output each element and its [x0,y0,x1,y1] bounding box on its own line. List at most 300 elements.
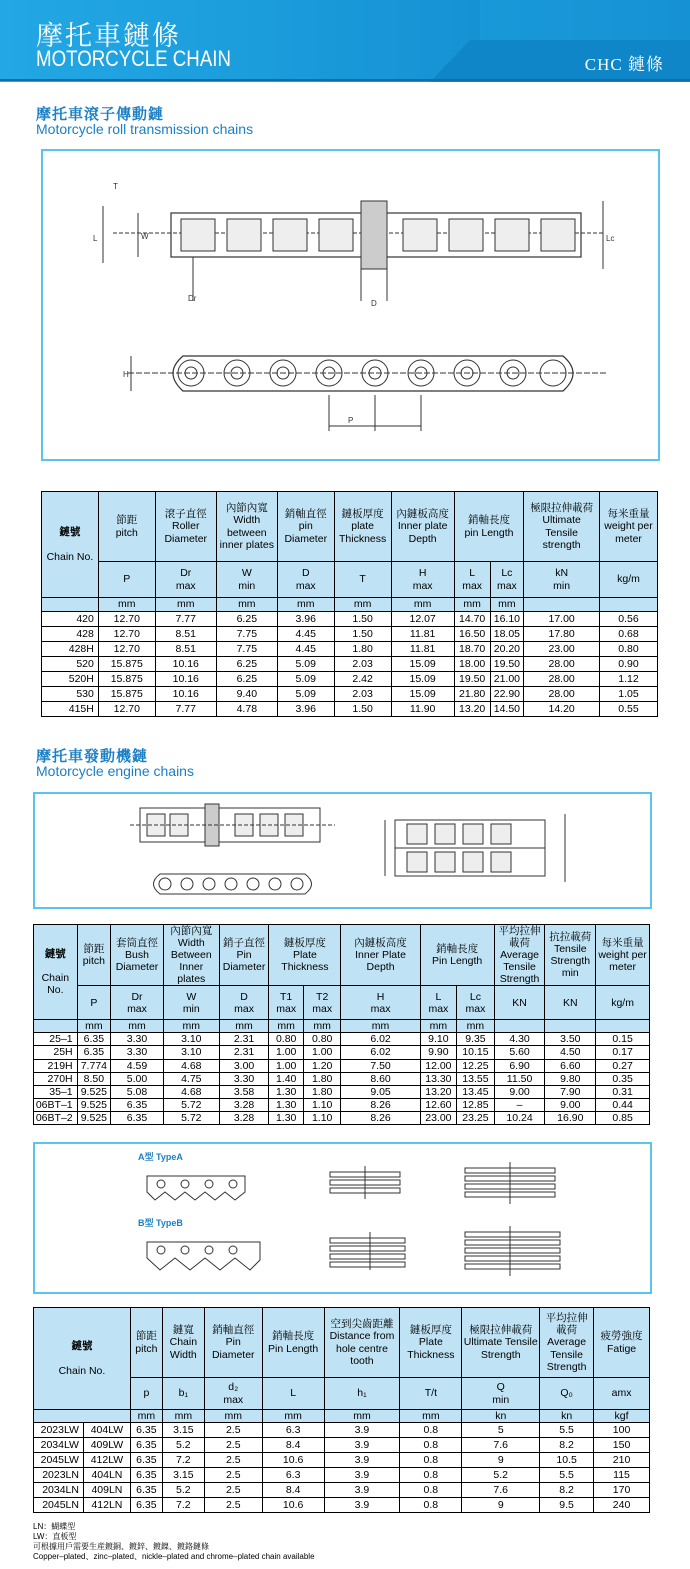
t1-cell: 28.00 [524,657,600,672]
t1-cell: 1.50 [334,627,391,642]
t3-cell: 7.6 [462,1483,540,1498]
dim-label-t: T [113,182,118,191]
engine-chain-table [33,924,650,1125]
t3-cell: 9.5 [540,1498,594,1513]
dim-label-h: H [123,370,129,379]
t3-cell: 2034LW [34,1438,84,1453]
section2-title-en: Motorcycle engine chains [36,763,194,779]
t3-head-plate: 鏈板厚度 Plate Thickness [400,1308,462,1378]
t3-head-distance: 空到尖齒距離 Distance from hole centre tooth [324,1308,400,1378]
t2-head-length: 銷軸長度 Pin Length [420,925,494,986]
t3-head-fatigue: 疲勞強度 Fatige [594,1308,650,1378]
t3-cell: 2.5 [204,1423,262,1438]
t3-cell: 6.35 [130,1483,162,1498]
t1-cell: 4.78 [216,702,277,717]
t2-head-bush: 套筒直徑 Bush Diameter [111,925,164,986]
t2-cell: 8.50 [77,1072,110,1085]
t2-cell: 3.50 [545,1033,596,1046]
t3-head-pin: 銷軸直徑 Pin Diameter [204,1308,262,1378]
t3-cell: 6.35 [130,1423,162,1438]
t2-sym-lc: Lc max [457,986,495,1020]
t2-cell: 6.02 [341,1033,420,1046]
t1-head-pitch: 節距 pitch [98,492,155,562]
t1-cell: 1.12 [600,672,658,687]
t1-cell: 8.51 [155,642,216,657]
t1-cell: 19.50 [490,657,524,672]
t2-cell: 5.72 [163,1098,219,1111]
t2-cell: 13.45 [457,1085,495,1098]
t3-units-row [34,1410,650,1423]
t1-cell: 10.16 [155,657,216,672]
t3-cell: 0.8 [400,1468,462,1483]
t1-cell: 428H [42,642,99,657]
t2-row [34,1046,650,1059]
t1-cell: 0.56 [600,612,658,627]
t2-cell: 25H [34,1046,78,1059]
t1-cell: 15.875 [98,657,155,672]
t3-unit: mm [162,1410,204,1423]
t2-cell: 1.10 [303,1111,341,1124]
roller-chain-diagram [41,149,660,461]
t2-cell: 2.31 [219,1046,269,1059]
dim-label-dr: Dr [188,294,197,303]
t3-cell: 8.2 [540,1483,594,1498]
t2-cell: 3.10 [163,1033,219,1046]
note-lw: LW：直板型 [33,1532,77,1541]
type-b-label: B型 TypeB [138,1218,183,1228]
t1-cell: 1.80 [334,642,391,657]
t3-cell: 412LN [83,1498,130,1513]
t2-cell: 4.59 [111,1059,164,1072]
silent-chain-table [33,1307,650,1513]
t1-row [42,612,658,627]
t1-cell: 0.55 [600,702,658,717]
t2-cell: 12.25 [457,1059,495,1072]
roller-chain-drawing [43,151,658,459]
t3-cell: 5.5 [540,1423,594,1438]
t1-cell: 420 [42,612,99,627]
t3-cell: 2.5 [204,1453,262,1468]
t3-cell: 6.3 [262,1423,324,1438]
t2-cell: 1.80 [303,1085,341,1098]
t2-cell: 3.58 [219,1085,269,1098]
t2-head-pitch: 節距 pitch [77,925,110,986]
t1-head-length: 銷軸長度 pin Length [454,492,523,562]
t2-row [34,1033,650,1046]
t2-sym-dr: Dr max [111,986,164,1020]
t2-cell: 9.525 [77,1098,110,1111]
t1-unit: mm [98,598,155,612]
t2-cell: 7.50 [341,1059,420,1072]
t2-row [34,1072,650,1085]
t2-head-plate: 鏈板厚度 Plate Thickness [269,925,341,986]
t1-head-tensile: 極限拉伸載荷 Ultimate Tensile strength [524,492,600,562]
t1-cell: 11.81 [391,627,454,642]
t1-cell: 6.25 [216,612,277,627]
dim-label-l: L [93,234,98,243]
t1-cell: 12.70 [98,642,155,657]
section2-title-zh: 摩托車發動機鏈 [36,747,149,765]
t2-sym-t1: T1 max [269,986,304,1020]
header-title-zh: 摩托車鏈條 [36,21,181,52]
t1-cell: 15.875 [98,672,155,687]
t1-cell: 14.50 [490,702,524,717]
t1-sym-t: T [334,562,391,598]
t3-cell: 7.6 [462,1438,540,1453]
t1-row [42,627,658,642]
t1-cell: 6.25 [216,657,277,672]
t3-cell: 5.5 [540,1468,594,1483]
t3-head-avg: 平均拉伸載荷 Average Tensile Strength [540,1308,594,1378]
t3-sym-b1: b₁ [162,1378,204,1410]
t1-row [42,642,658,657]
t2-cell: 4.30 [494,1033,545,1046]
t2-cell: 4.50 [545,1046,596,1059]
t3-cell: 10.6 [262,1453,324,1468]
t1-cell: 1.50 [334,612,391,627]
t3-cell: 5.2 [462,1468,540,1483]
t2-cell: 3.30 [111,1033,164,1046]
t1-sym-kn: kN min [524,562,600,598]
t1-unit: mm [277,598,334,612]
t3-row [34,1498,650,1513]
t1-sym-w: W min [216,562,277,598]
t1-cell: 13.20 [454,702,490,717]
t2-cell: 4.68 [163,1059,219,1072]
section1-title-en: Motorcycle roll transmission chains [36,121,254,137]
t3-cell: 6.3 [262,1468,324,1483]
t2-sym-l: L max [420,986,457,1020]
t2-head-chain: 鏈號 Chain No. [34,925,78,1020]
t2-cell: 10.24 [494,1111,545,1124]
t2-cell: 1.10 [303,1098,341,1111]
t1-cell: 15.09 [391,657,454,672]
t1-cell: 415H [42,702,99,717]
roller-chain-table [41,491,658,717]
t1-cell: 15.875 [98,687,155,702]
t2-cell: 9.00 [545,1098,596,1111]
t2-cell: 270H [34,1072,78,1085]
t1-cell: 0.68 [600,627,658,642]
t1-head-depth: 內鏈板高度 Inner plate Depth [391,492,454,562]
t3-cell: 404LN [83,1468,130,1483]
t1-cell: 11.90 [391,702,454,717]
t3-unit: mm [324,1410,400,1423]
t2-cell: 9.525 [77,1085,110,1098]
t3-head-length: 銷軸長度 Pin Length [262,1308,324,1378]
t3-cell: 2.5 [204,1483,262,1498]
t1-row [42,672,658,687]
t1-sym-lc: Lc max [490,562,524,598]
t1-cell: 18.00 [454,657,490,672]
t2-head-depth: 內鏈板高度 Inner Plate Depth [341,925,420,986]
t3-cell: 2.5 [204,1438,262,1453]
t1-sym-dr: Dr max [155,562,216,598]
t3-cell: 3.9 [324,1483,400,1498]
t3-row [34,1423,650,1438]
t3-cell: 404LW [83,1423,130,1438]
t1-unit: mm [216,598,277,612]
t3-head-chain: 鏈號 Chain No. [34,1308,131,1410]
t1-cell: 7.75 [216,627,277,642]
t2-cell: 6.35 [111,1098,164,1111]
page-header [0,0,690,82]
t3-cell: 6.35 [130,1468,162,1483]
t3-cell: 3.9 [324,1453,400,1468]
t2-cell: 0.27 [596,1059,650,1072]
t2-units-row [34,1020,650,1033]
t2-cell: 9.35 [457,1033,495,1046]
t1-units-row [42,598,658,612]
t3-cell: 2045LW [34,1453,84,1468]
t1-cell: 21.00 [490,672,524,687]
t2-sym-d: D max [219,986,269,1020]
t3-sym-amx: amx [594,1378,650,1410]
t1-unit: mm [391,598,454,612]
t2-row [34,1085,650,1098]
t2-sym-p: P [77,986,110,1020]
t1-cell: 520 [42,657,99,672]
t3-cell: 3.15 [162,1423,204,1438]
t2-cell: 6.35 [77,1033,110,1046]
t1-head-roller: 滾子直徑 Roller Diameter [155,492,216,562]
t2-cell: 6.02 [341,1046,420,1059]
t1-cell: 11.81 [391,642,454,657]
t3-cell: 3.9 [324,1498,400,1513]
t2-cell: 2.31 [219,1033,269,1046]
t1-cell: 7.75 [216,642,277,657]
t2-cell: 0.85 [596,1111,650,1124]
t1-cell: 15.09 [391,672,454,687]
t1-cell: 14.70 [454,612,490,627]
t3-cell: 8.4 [262,1483,324,1498]
t2-unit: mm [420,1020,457,1033]
t1-row [42,687,658,702]
t3-cell: 210 [594,1453,650,1468]
t3-row [34,1483,650,1498]
t2-row [34,1098,650,1111]
t1-sym-h: H max [391,562,454,598]
t3-cell: 5 [462,1423,540,1438]
t1-cell: 17.80 [524,627,600,642]
header-brand: CHC 鏈條 [584,55,664,74]
t3-unit: mm [130,1410,162,1423]
t2-cell: 5.60 [494,1046,545,1059]
t2-cell: 1.20 [303,1059,341,1072]
t3-head-tensile: 極限拉伸載荷 Ultimate Tensile Strength [462,1308,540,1378]
t1-row [42,702,658,717]
t1-cell: 7.77 [155,702,216,717]
t2-cell: 9.80 [545,1072,596,1085]
t1-sym-p: P [98,562,155,598]
t2-cell: 13.30 [420,1072,457,1085]
t3-cell: 8.4 [262,1438,324,1453]
t3-cell: 2045LN [34,1498,84,1513]
t2-row [34,1059,650,1072]
t2-unit: mm [219,1020,269,1033]
t3-sym-h1: h₁ [324,1378,400,1410]
t1-cell: 17.00 [524,612,600,627]
t2-head-avg: 平均拉伸載荷 Average Tensile Strength [494,925,545,986]
t2-cell: 13.20 [420,1085,457,1098]
t3-cell: 3.9 [324,1468,400,1483]
t2-head-tensile: 抗拉載荷 Tensile Strength min [545,925,596,986]
t2-cell: – [494,1098,545,1111]
t2-cell: 1.00 [269,1046,304,1059]
t2-cell: 3.30 [111,1046,164,1059]
t3-cell: 9 [462,1453,540,1468]
t1-cell: 18.05 [490,627,524,642]
t1-cell: 6.25 [216,672,277,687]
t1-cell: 10.16 [155,672,216,687]
t2-cell: 10.15 [457,1046,495,1059]
t1-cell: 428 [42,627,99,642]
engine-chain-drawing [35,794,650,907]
t2-cell: 12.00 [420,1059,457,1072]
t2-unit: mm [457,1020,495,1033]
t2-cell: 3.28 [219,1098,269,1111]
t3-cell: 170 [594,1483,650,1498]
t1-head-pin: 銷軸直徑 pin Diameter [277,492,334,562]
t1-cell: 2.03 [334,687,391,702]
footnotes [33,1522,315,1562]
t1-cell: 28.00 [524,687,600,702]
t2-cell: 1.00 [303,1046,341,1059]
t2-cell: 5.00 [111,1072,164,1085]
t2-cell: 0.80 [303,1033,341,1046]
t3-cell: 2023LW [34,1423,84,1438]
t3-cell: 6.35 [130,1453,162,1468]
t3-cell: 6.35 [130,1498,162,1513]
t2-head-pin: 銷子直徑 Pin Diameter [219,925,269,986]
t1-cell: 3.96 [277,612,334,627]
t3-cell: 9 [462,1498,540,1513]
t3-cell: 2.5 [204,1498,262,1513]
t3-sym-d2: d₂ max [204,1378,262,1410]
t1-cell: 10.16 [155,687,216,702]
t1-cell: 2.03 [334,657,391,672]
t3-row [34,1468,650,1483]
t2-cell: 6.35 [111,1111,164,1124]
t1-cell: 18.70 [454,642,490,657]
dim-label-lc: Lc [606,234,615,243]
t3-cell: 7.2 [162,1498,204,1513]
t3-sym-t: T/t [400,1378,462,1410]
t2-cell: 9.10 [420,1033,457,1046]
t2-row [34,1111,650,1124]
t3-sym-l: L [262,1378,324,1410]
t2-cell: 6.90 [494,1059,545,1072]
t2-cell: 06BT–1 [34,1098,78,1111]
t1-cell: 5.09 [277,687,334,702]
t2-sym-kn1: KN [494,986,545,1020]
dim-label-d: D [371,299,377,308]
t1-cell: 9.40 [216,687,277,702]
t3-cell: 0.8 [400,1483,462,1498]
t1-cell: 16.50 [454,627,490,642]
t3-cell: 3.9 [324,1423,400,1438]
t3-cell: 0.8 [400,1498,462,1513]
t2-sym-kn2: KN [545,986,596,1020]
t2-cell: 4.68 [163,1085,219,1098]
dim-label-p: P [348,416,354,425]
t2-cell: 23.00 [420,1111,457,1124]
t3-unit: kn [540,1410,594,1423]
t2-cell: 8.60 [341,1072,420,1085]
t3-unit: mm [400,1410,462,1423]
t3-cell: 3.15 [162,1468,204,1483]
t3-cell: 6.35 [130,1438,162,1453]
t2-cell: 3.30 [219,1072,269,1085]
t3-row [34,1438,650,1453]
engine-chain-diagram [33,792,652,909]
t1-cell: 1.05 [600,687,658,702]
t2-unit: mm [111,1020,164,1033]
t1-unit: mm [454,598,490,612]
t1-cell: 7.77 [155,612,216,627]
t1-cell: 16.10 [490,612,524,627]
t2-sym-kg: kg/m [596,986,650,1020]
t2-cell: 16.90 [545,1111,596,1124]
t2-cell: 6.35 [77,1046,110,1059]
t1-sym-d: D max [277,562,334,598]
t3-sym-q0: Q₀ [540,1378,594,1410]
t1-cell: 19.50 [454,672,490,687]
t2-cell: 06BT–2 [34,1111,78,1124]
t3-sym-p: p [130,1378,162,1410]
t3-head-width: 鏈寬 Chain Width [162,1308,204,1378]
t1-cell: 20.20 [490,642,524,657]
t2-cell: 5.08 [111,1085,164,1098]
t1-sym-l: L max [454,562,490,598]
t3-cell: 10.6 [262,1498,324,1513]
silent-chain-drawing [35,1144,650,1292]
t3-cell: 115 [594,1468,650,1483]
t2-cell: 9.00 [494,1085,545,1098]
t1-cell: 530 [42,687,99,702]
t3-cell: 2.5 [204,1468,262,1483]
t1-cell: 23.00 [524,642,600,657]
t3-cell: 0.8 [400,1453,462,1468]
t2-cell: 23.25 [457,1111,495,1124]
t1-cell: 5.09 [277,672,334,687]
t3-cell: 3.9 [324,1438,400,1453]
t1-sym-kg: kg/m [600,562,658,598]
t1-cell: 0.80 [600,642,658,657]
t1-cell: 0.90 [600,657,658,672]
t3-head-pitch: 節距 pitch [130,1308,162,1378]
t3-cell: 5.2 [162,1483,204,1498]
t1-cell: 8.51 [155,627,216,642]
t1-head-weight: 每米重量 weight per meter [600,492,658,562]
silent-chain-diagram [33,1142,652,1294]
t2-cell: 1.40 [269,1072,304,1085]
t2-cell: 9.525 [77,1111,110,1124]
t2-cell: 9.05 [341,1085,420,1098]
t2-cell: 4.75 [163,1072,219,1085]
t3-cell: 2034LN [34,1483,84,1498]
t3-cell: 0.8 [400,1423,462,1438]
t2-cell: 25–1 [34,1033,78,1046]
t2-cell: 0.17 [596,1046,650,1059]
t2-cell: 0.35 [596,1072,650,1085]
t3-cell: 5.2 [162,1438,204,1453]
t3-unit: kgf [594,1410,650,1423]
t1-cell: 5.09 [277,657,334,672]
t2-cell: 35–1 [34,1085,78,1098]
t2-unit: mm [303,1020,341,1033]
t2-cell: 12.60 [420,1098,457,1111]
